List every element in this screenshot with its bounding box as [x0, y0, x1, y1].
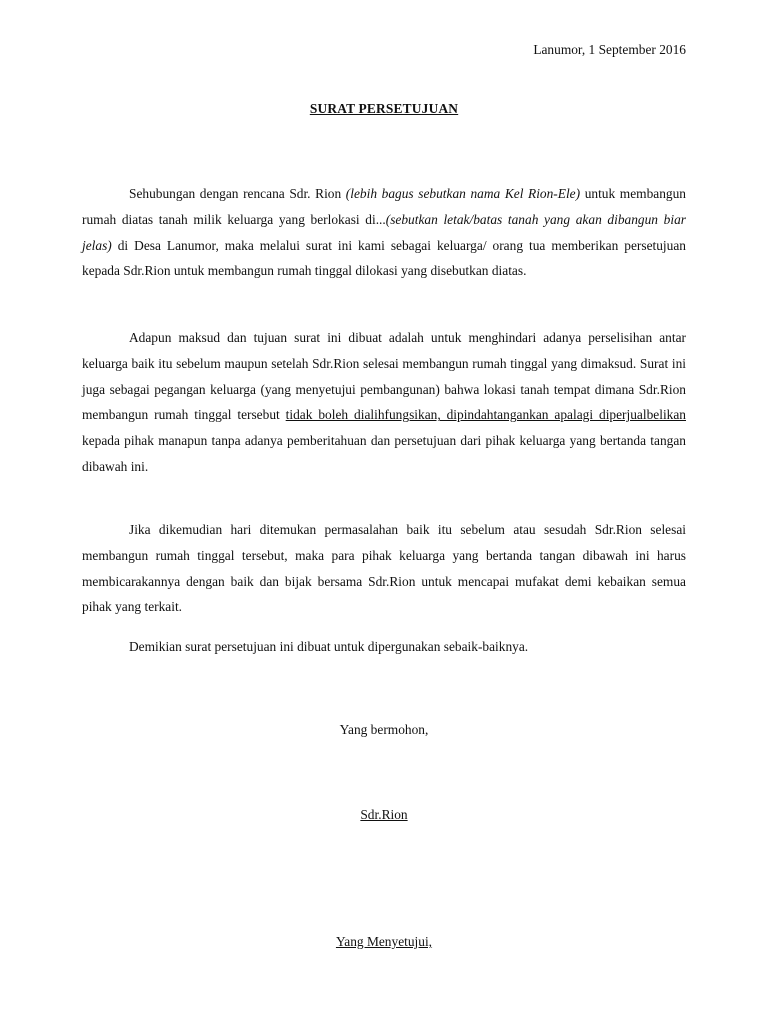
approver-heading: Yang Menyetujui, — [335, 934, 433, 949]
paragraph-1-note-name: (lebih bagus sebutkan nama Kel Rion-Ele) — [345, 186, 581, 201]
closing-salutation: Yang bermohon, — [339, 722, 429, 737]
paragraph-1-text-c: di Desa Lanumor, maka melalui surat ini kami sebagai keluarga/ orang tua memberikan persetujuan kepada Sdr.Rion untuk membangun rumah tinggal dilokasi yang disebutkan diatas. — [82, 237, 686, 279]
paragraph-1-text-a: Sehubungan dengan rencana Sdr. Rion — [129, 186, 346, 201]
paragraph-2-text-a: Adapun maksud dan tujuan surat ini dibuat adalah untuk menghindari adanya perselisihan antar keluarga baik itu sebelum maupun setelah Sdr.Rion selesai membangun rumah tinggal yang dimaksud. Surat ini juga sebagai pegangan keluarga (yang menyetujui pembangunan) bahwa lokasi tanah tempat dimana Sdr.Rion membangun rumah tinggal tersebut — [82, 330, 686, 423]
paragraph-4-text: Demikian surat persetujuan ini dibuat untuk dipergunakan sebaik-baiknya. — [129, 639, 529, 654]
paragraph-1-text-b: untuk membangun rumah diatas tanah milik keluarga yang berlokasi di... — [82, 186, 686, 227]
paragraph-2 — [82, 325, 686, 480]
signer-name: Sdr.Rion — [360, 807, 408, 822]
place-date: Lanumor, 1 September 2016 — [533, 42, 686, 57]
paragraph-3-text: Jika dikemudian hari ditemukan permasalahan baik itu sebelum atau sesudah Sdr.Rion selesai membangun rumah tinggal tersebut, maka para pihak keluarga yang bertanda tangan dibawah ini harus membicarakannya dengan baik dan bijak bersama Sdr.Rion untuk mencapai mufakat demi kebaikan semua pihak yang terkait. — [82, 522, 686, 615]
paragraph-1 — [82, 181, 686, 284]
paragraph-1-note-location: (sebutkan letak/batas tanah yang akan dibangun biar jelas) — [82, 211, 686, 253]
paragraph-4 — [82, 634, 686, 660]
paragraph-2-underlined-clause: tidak boleh dialihfungsikan, dipindahtangankan apalagi diperjualbelikan — [285, 407, 686, 423]
paragraph-3 — [82, 517, 686, 620]
letter-title: SURAT PERSETUJUAN — [309, 101, 459, 116]
paragraph-2-text-b: kepada pihak manapun tanpa adanya pemberitahuan dan persetujuan dari pihak keluarga yang bertanda tangan dibawah ini. — [82, 433, 686, 474]
